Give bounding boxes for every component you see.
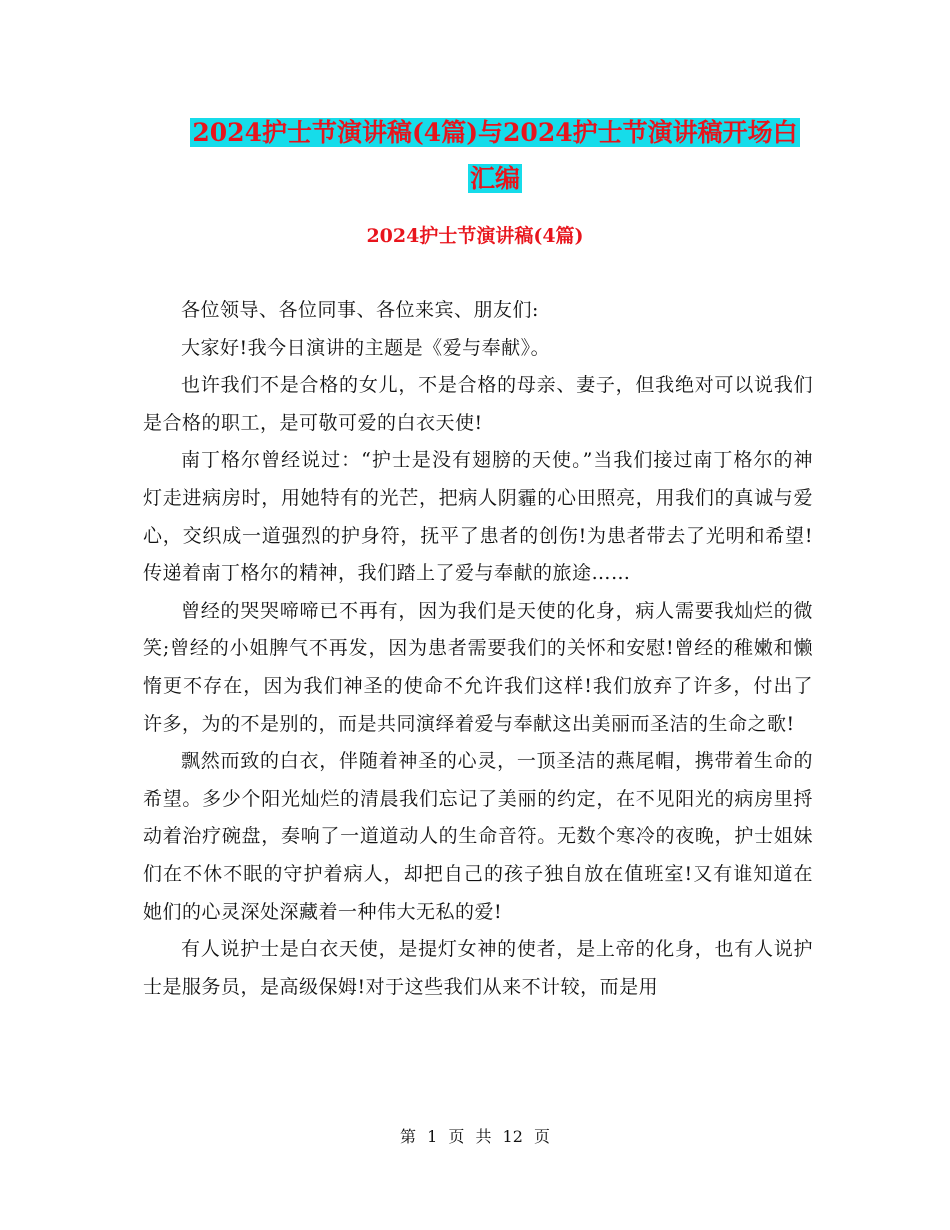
section-subtitle: 2024护士节演讲稿(4篇) [366,225,584,247]
paragraph-6: 飘然而致的白衣，伴随着神圣的心灵，一顶圣洁的燕尾帽，携带着生命的希望。多少个阳光灿烂的清晨我们忘记了美丽的约定，在不见阳光的病房里捋动着治疗碗盘，奏响了一道道动人的生命音符。无数个寒冷的夜晚，护士姐妹们在不休不眠的守护着病人，却把自己的孩子独自放在值班室!又有谁知道在她们的心灵深处深藏着一种伟大无私的爱! [143,750,813,923]
title-line-1: 2024护士节演讲稿(4篇)与2024护士节演讲稿开场白 [192,118,798,147]
paragraph-greeting: 各位领导、各位同事、各位来宾、朋友们: [181,299,539,321]
page-footer: 第 1 页 共 12 页 [400,1127,550,1146]
paragraph-4: 南丁格尔曾经说过：“护士是没有翅膀的天使。”当我们接过南丁格尔的神灯走进病房时，用她特有的光芒，把病人阴霾的心田照亮，用我们的真诚与爱心，交织成一道强烈的护身符，抚平了患者的创伤!为患者带去了光明和希望!传递着南丁格尔的精神，我们踏上了爱与奉献的旅途…… [143,449,813,585]
paragraph-intro: 大家好!我今日演讲的主题是《爱与奉献》。 [181,336,551,359]
title-line-2: 汇编 [469,164,520,193]
body-text [143,292,813,1006]
document-title [140,110,850,202]
paragraph-3: 也许我们不是合格的女儿，不是合格的母亲、妻子，但我绝对可以说我们是合格的职工，是可敬可爱的白衣天使! [143,374,813,434]
paragraph-7: 有人说护士是白衣天使，是提灯女神的使者，是上帝的化身，也有人说护士是服务员，是高级保姆!对于这些我们从来不计较，而是用 [143,938,813,998]
paragraph-5: 曾经的哭哭啼啼已不再有，因为我们是天使的化身，病人需要我灿烂的微笑;曾经的小姐脾气不再发，因为患者需要我们的关怀和安慰!曾经的稚嫩和懒惰更不存在，因为我们神圣的使命不允许我们这样!我们放弃了许多，付出了许多，为的不是别的，而是共同演绎着爱与奉献这出美丽而圣洁的生命之歌! [143,599,813,735]
